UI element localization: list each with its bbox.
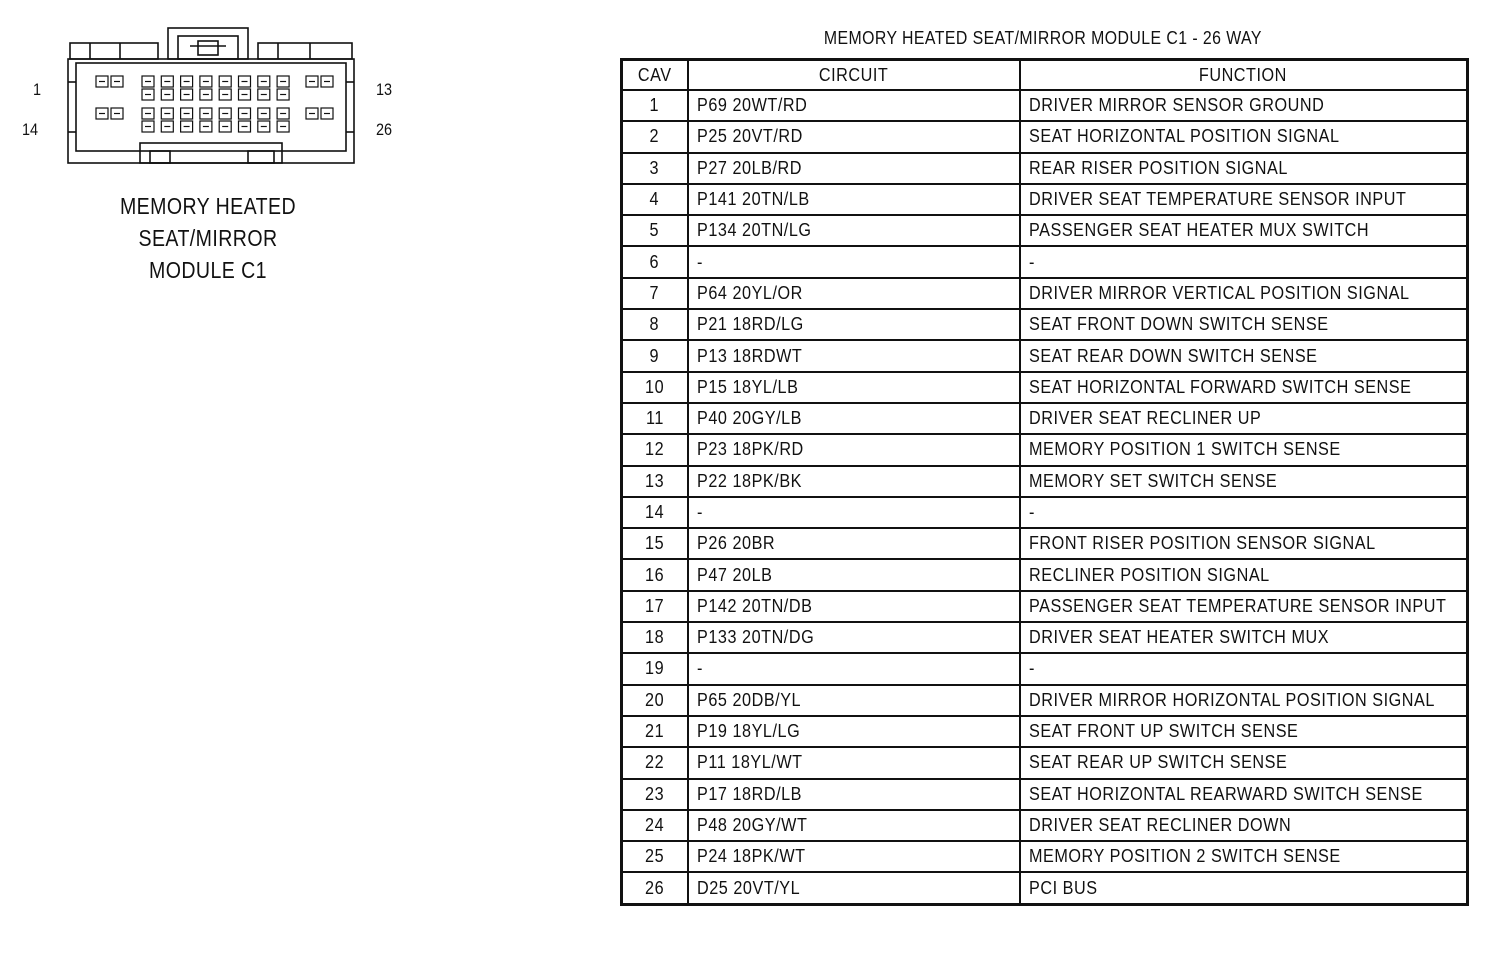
- cav-cell: 14: [622, 497, 688, 528]
- cav-cell: 3: [622, 153, 688, 184]
- table-row: [622, 90, 1468, 121]
- table-row: [622, 497, 1468, 528]
- caption-line: MODULE C1: [149, 257, 267, 283]
- cav-cell: 15: [622, 528, 688, 559]
- table-row: [622, 372, 1468, 403]
- circuit-cell: P11 18YL/WT: [688, 747, 1020, 778]
- cav-cell: 4: [622, 184, 688, 215]
- cav-cell: 21: [622, 716, 688, 747]
- circuit-cell: -: [688, 497, 1020, 528]
- cav-cell: 9: [622, 340, 688, 371]
- header-function: FUNCTION: [1020, 60, 1468, 91]
- function-cell: DRIVER MIRROR SENSOR GROUND: [1020, 90, 1468, 121]
- circuit-cell: P48 20GY/WT: [688, 810, 1020, 841]
- table-row: [622, 810, 1468, 841]
- function-cell: -: [1020, 246, 1468, 277]
- cav-cell: 13: [622, 466, 688, 497]
- circuit-cell: P40 20GY/LB: [688, 403, 1020, 434]
- circuit-cell: -: [688, 653, 1020, 684]
- cav-cell: 5: [622, 215, 688, 246]
- cav-cell: 7: [622, 278, 688, 309]
- function-cell: DRIVER MIRROR HORIZONTAL POSITION SIGNAL: [1020, 685, 1468, 716]
- circuit-cell: P15 18YL/LB: [688, 372, 1020, 403]
- cav-cell: 1: [622, 90, 688, 121]
- table-row: [622, 215, 1468, 246]
- cav-cell: 11: [622, 403, 688, 434]
- function-cell: -: [1020, 497, 1468, 528]
- table-row: [622, 184, 1468, 215]
- cav-cell: 8: [622, 309, 688, 340]
- table-row: [622, 872, 1468, 904]
- circuit-cell: D25 20VT/YL: [688, 872, 1020, 904]
- cav-cell: 20: [622, 685, 688, 716]
- function-cell: PASSENGER SEAT TEMPERATURE SENSOR INPUT: [1020, 591, 1468, 622]
- function-cell: REAR RISER POSITION SIGNAL: [1020, 153, 1468, 184]
- cav-cell: 2: [622, 121, 688, 152]
- function-cell: DRIVER SEAT RECLINER DOWN: [1020, 810, 1468, 841]
- table-row: [622, 591, 1468, 622]
- table-row: [622, 528, 1468, 559]
- cav-cell: 16: [622, 559, 688, 590]
- table-title: [622, 28, 1464, 49]
- circuit-cell: P19 18YL/LG: [688, 716, 1020, 747]
- circuit-cell: P69 20WT/RD: [688, 90, 1020, 121]
- cav-cell: 17: [622, 591, 688, 622]
- cav-cell: 10: [622, 372, 688, 403]
- table-row: [622, 622, 1468, 653]
- cav-cell: 18: [622, 622, 688, 653]
- function-cell: SEAT HORIZONTAL REARWARD SWITCH SENSE: [1020, 779, 1468, 810]
- pin-label-26: 26: [376, 120, 393, 139]
- table-row: [622, 685, 1468, 716]
- function-cell: MEMORY POSITION 2 SWITCH SENSE: [1020, 841, 1468, 872]
- function-cell: MEMORY POSITION 1 SWITCH SENSE: [1020, 434, 1468, 465]
- function-cell: DRIVER SEAT RECLINER UP: [1020, 403, 1468, 434]
- circuit-cell: P134 20TN/LG: [688, 215, 1020, 246]
- caption-line: MEMORY HEATED: [119, 193, 297, 219]
- function-cell: SEAT HORIZONTAL POSITION SIGNAL: [1020, 121, 1468, 152]
- function-cell: SEAT REAR DOWN SWITCH SENSE: [1020, 340, 1468, 371]
- circuit-cell: P142 20TN/DB: [688, 591, 1020, 622]
- circuit-cell: P25 20VT/RD: [688, 121, 1020, 152]
- function-cell: FRONT RISER POSITION SENSOR SIGNAL: [1020, 528, 1468, 559]
- function-cell: RECLINER POSITION SIGNAL: [1020, 559, 1468, 590]
- table-row: [622, 121, 1468, 152]
- header-circuit: CIRCUIT: [688, 60, 1020, 91]
- connector-diagram: [0, 0, 420, 180]
- function-cell: PCI BUS: [1020, 872, 1468, 904]
- connector-caption: [96, 190, 320, 286]
- table-row: [622, 246, 1468, 277]
- function-cell: SEAT REAR UP SWITCH SENSE: [1020, 747, 1468, 778]
- table-row: [622, 653, 1468, 684]
- table-row: [622, 559, 1468, 590]
- cav-cell: 6: [622, 246, 688, 277]
- table-header-row: [622, 60, 1468, 91]
- pin-label-1: 1: [33, 80, 42, 99]
- function-cell: MEMORY SET SWITCH SENSE: [1020, 466, 1468, 497]
- cav-cell: 12: [622, 434, 688, 465]
- pin-label-13: 13: [376, 80, 393, 99]
- table-row: [622, 340, 1468, 371]
- table-row: [622, 716, 1468, 747]
- table-row: [622, 466, 1468, 497]
- table-row: [622, 747, 1468, 778]
- cav-cell: 19: [622, 653, 688, 684]
- header-cav: CAV: [622, 60, 688, 91]
- function-cell: SEAT FRONT DOWN SWITCH SENSE: [1020, 309, 1468, 340]
- circuit-cell: -: [688, 246, 1020, 277]
- circuit-cell: P24 18PK/WT: [688, 841, 1020, 872]
- circuit-cell: P21 18RD/LG: [688, 309, 1020, 340]
- circuit-cell: P133 20TN/DG: [688, 622, 1020, 653]
- function-cell: PASSENGER SEAT HEATER MUX SWITCH: [1020, 215, 1468, 246]
- cav-cell: 25: [622, 841, 688, 872]
- cav-cell: 26: [622, 872, 688, 904]
- cav-cell: 24: [622, 810, 688, 841]
- table-title-text: MEMORY HEATED SEAT/MIRROR MODULE C1 - 26 WAY: [823, 28, 1262, 48]
- table-row: [622, 403, 1468, 434]
- circuit-cell: P22 18PK/BK: [688, 466, 1020, 497]
- circuit-cell: P141 20TN/LB: [688, 184, 1020, 215]
- circuit-cell: P23 18PK/RD: [688, 434, 1020, 465]
- function-cell: -: [1020, 653, 1468, 684]
- caption-line: SEAT/MIRROR: [138, 225, 278, 251]
- circuit-cell: P47 20LB: [688, 559, 1020, 590]
- table-row: [622, 153, 1468, 184]
- table-row: [622, 841, 1468, 872]
- function-cell: SEAT HORIZONTAL FORWARD SWITCH SENSE: [1020, 372, 1468, 403]
- circuit-cell: P26 20BR: [688, 528, 1020, 559]
- circuit-cell: P13 18RDWT: [688, 340, 1020, 371]
- pin-label-14: 14: [22, 120, 39, 139]
- circuit-cell: P65 20DB/YL: [688, 685, 1020, 716]
- pinout-table: [620, 58, 1469, 906]
- circuit-cell: P17 18RD/LB: [688, 779, 1020, 810]
- table-row: [622, 779, 1468, 810]
- table-row: [622, 434, 1468, 465]
- cav-cell: 23: [622, 779, 688, 810]
- table-row: [622, 309, 1468, 340]
- table-row: [622, 278, 1468, 309]
- function-cell: DRIVER SEAT HEATER SWITCH MUX: [1020, 622, 1468, 653]
- function-cell: SEAT FRONT UP SWITCH SENSE: [1020, 716, 1468, 747]
- circuit-cell: P27 20LB/RD: [688, 153, 1020, 184]
- function-cell: DRIVER MIRROR VERTICAL POSITION SIGNAL: [1020, 278, 1468, 309]
- circuit-cell: P64 20YL/OR: [688, 278, 1020, 309]
- function-cell: DRIVER SEAT TEMPERATURE SENSOR INPUT: [1020, 184, 1468, 215]
- cav-cell: 22: [622, 747, 688, 778]
